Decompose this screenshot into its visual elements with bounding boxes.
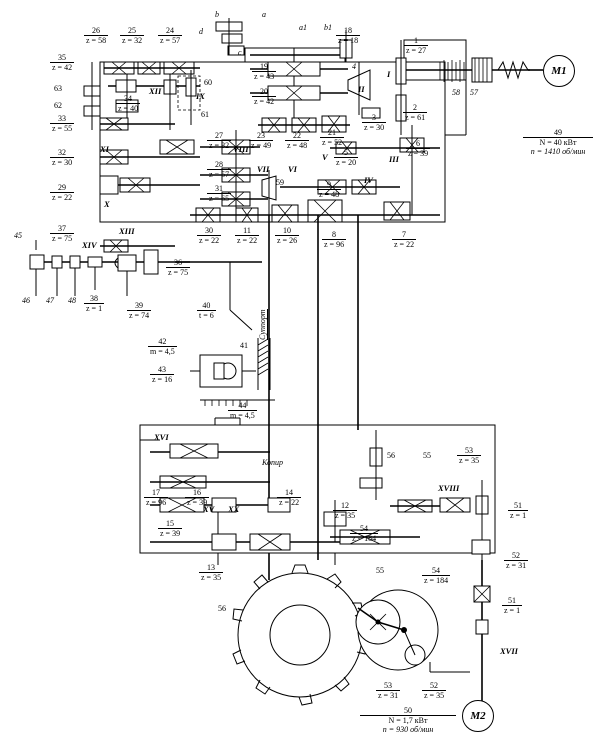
shaft-letter: c <box>238 48 242 57</box>
gear-label: 39 z = 74 <box>129 301 150 320</box>
gear-label: 30 z = 22 <box>199 226 220 245</box>
gear-label: 3 z = 30 <box>364 113 385 132</box>
gear-label: 14 z = 22 <box>279 488 300 507</box>
gear-label: 9 z = 48 <box>319 180 340 199</box>
shaft-letter: b1 <box>324 23 332 32</box>
gear-label: 40 t = 6 <box>199 301 214 320</box>
motor-m2-speed: n = 930 об/мин <box>382 725 434 734</box>
gear-label: 1 z = 27 <box>406 36 427 55</box>
gear-label: 27 z = 32 <box>209 131 230 150</box>
shaft-roman: XIV <box>82 240 97 250</box>
gear-label: 51 z = 1 <box>504 596 521 615</box>
gear-label: 55 <box>376 566 384 575</box>
shaft-roman: II <box>358 84 365 94</box>
shaft-letter: a1 <box>299 23 307 32</box>
shaft-roman: III <box>389 154 399 164</box>
gear-label: 60 <box>204 78 212 87</box>
gear-label: 59 <box>276 178 284 187</box>
gear-label: 17 z = 96 <box>146 488 167 507</box>
shaft-roman: VI <box>288 164 297 174</box>
gear-label: 41 <box>240 341 248 350</box>
part-number: 46 <box>22 296 30 305</box>
annotation-kopir: Копир <box>262 458 284 467</box>
gear-label: 54 z = 184 <box>352 524 377 543</box>
gear-label: 15 z = 39 <box>160 519 181 538</box>
gear-label: 12 z = 35 <box>335 501 356 520</box>
shaft-roman: IX <box>196 91 205 101</box>
shaft-roman: XVII <box>500 646 518 656</box>
motor-m1-speed: n = 1410 об/мин <box>530 147 586 156</box>
motor-m1-spec <box>523 128 593 156</box>
gear-label: 19 z = 43 <box>254 62 275 81</box>
part-number: 48 <box>68 296 76 305</box>
gear-label: 32 z = 30 <box>52 148 73 167</box>
gear-label: 36 z = 75 <box>168 258 189 277</box>
gear-label: 24 z = 57 <box>160 26 181 45</box>
gear-label: 26 z = 58 <box>86 26 107 45</box>
gear-label: 22 z = 48 <box>287 131 308 150</box>
shaft-letter: d <box>199 27 203 36</box>
gear-label: 62 <box>54 101 62 110</box>
shaft-roman: V <box>322 152 328 162</box>
gear-label: 56 <box>387 451 395 460</box>
gear-label: 16 z = 39 <box>187 488 208 507</box>
gear-label: 53 z = 35 <box>459 446 480 465</box>
part-number: 4 <box>352 62 356 71</box>
gear-label: 6 z = 39 <box>408 139 429 158</box>
gear-label: 54 z = 184 <box>424 566 449 585</box>
gear-label: 21 z = 52 <box>322 128 343 147</box>
gear-label: 33 z = 55 <box>52 114 73 133</box>
gear-label: 18 z = 18 <box>338 26 359 45</box>
part-number: 58 <box>452 88 460 97</box>
gear-label: 20 z = 42 <box>254 87 275 106</box>
shaft-roman: IV <box>364 175 373 185</box>
motor-m2: M2 <box>462 700 494 732</box>
shaft-roman: XVIII <box>438 483 460 493</box>
gear-label: 13 z = 35 <box>201 563 222 582</box>
shaft-letter: a <box>262 10 266 19</box>
annotation-support: Суппорт <box>258 309 267 340</box>
motor-m1-power: N = 40 кВт <box>539 138 577 147</box>
gear-label: 7 z = 22 <box>394 230 415 249</box>
gear-label: 35 z = 42 <box>52 53 73 72</box>
gear-label: 61 <box>201 110 209 119</box>
gear-label: 55 <box>423 451 431 460</box>
gear-label: 29 z = 22 <box>52 183 73 202</box>
motor-m2-spec <box>360 706 456 734</box>
shaft-roman: XI <box>100 144 109 154</box>
gear-label: 34 z = 40 <box>118 94 139 113</box>
part-number: 45 <box>14 231 22 240</box>
shaft-roman: XX <box>228 504 240 514</box>
motor-m1: M1 <box>543 55 575 87</box>
gear-label: 38 z = 1 <box>86 294 103 313</box>
gear-label: 43 z = 16 <box>152 365 173 384</box>
shaft-roman: XIII <box>119 226 135 236</box>
gear-label: 5 z = 20 <box>336 148 357 167</box>
part-number: 47 <box>46 296 54 305</box>
motor-m1-tag: 49 <box>523 128 593 138</box>
gear-label: 52 z = 31 <box>506 551 527 570</box>
gear-label: 37 z = 75 <box>52 224 73 243</box>
shaft-roman: I <box>387 69 391 79</box>
gear-label: 31 z = 65 <box>209 184 230 203</box>
gear-label: 2 z = 61 <box>405 103 426 122</box>
gear-label: 51 z = 1 <box>510 501 527 520</box>
gear-label: 8 z = 96 <box>324 230 345 249</box>
gear-label: 56 <box>218 604 226 613</box>
gear-label: 63 <box>54 84 62 93</box>
gear-label: 23 z = 49 <box>251 131 272 150</box>
gear-label: 28 z = 57 <box>209 160 230 179</box>
motor-m2-power: N = 1,7 кВт <box>388 716 428 725</box>
shaft-roman: XVI <box>154 432 169 442</box>
gear-label: 52 z = 35 <box>424 681 445 700</box>
gear-label: 42 m = 4,5 <box>150 337 175 356</box>
shaft-letter: b <box>215 10 219 19</box>
shaft-roman: XV <box>203 504 215 514</box>
motor-m2-tag: 50 <box>360 706 456 716</box>
gear-label: 11 z = 22 <box>237 226 258 245</box>
shaft-roman: X <box>104 199 110 209</box>
shaft-roman: VII <box>257 164 270 174</box>
shaft-roman: XII <box>149 86 162 96</box>
gear-label: 44 m = 4,5 <box>230 401 255 420</box>
gear-label: 25 z = 32 <box>122 26 143 45</box>
gear-label: 10 z = 26 <box>277 226 298 245</box>
shaft-roman: VIII <box>233 144 249 154</box>
part-number: 57 <box>470 88 478 97</box>
gear-label: 53 z = 31 <box>378 681 399 700</box>
